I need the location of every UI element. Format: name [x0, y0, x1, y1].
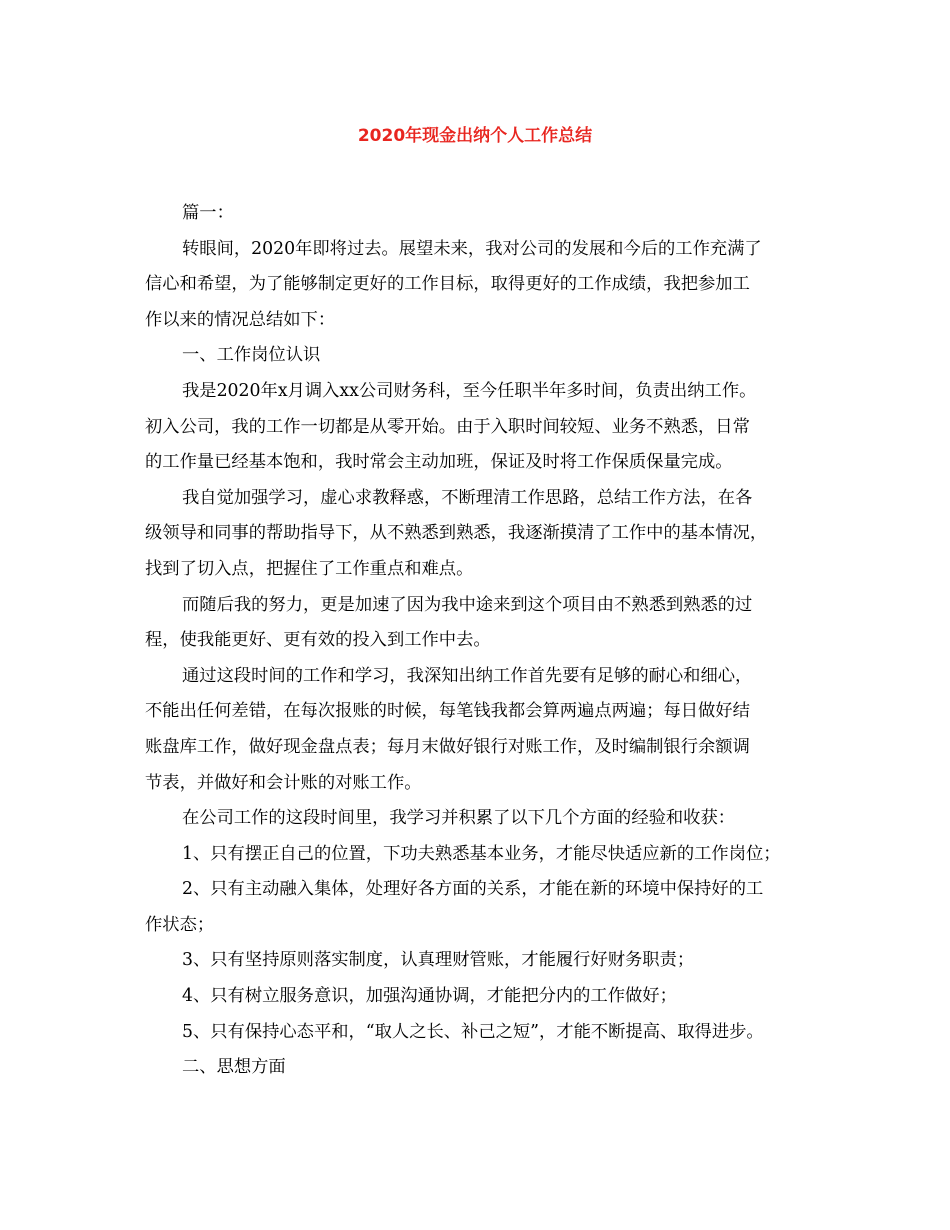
- list-item: 1、只有摆正自己的位置，下功夫熟悉基本业务，才能尽快适应新的工作岗位；: [182, 843, 781, 864]
- paragraph-line: 程，使我能更好、更有效的投入到工作中去。: [145, 630, 491, 651]
- paragraph-line: 不能出任何差错，在每次报账的时候，每笔钱我都会算两遍点两遍；每日做好结: [145, 701, 750, 722]
- list-item: 3、只有坚持原则落实制度，认真理财管账，才能履行好财务职责；: [182, 950, 695, 971]
- list-item: 5、只有保持心态平和，“取人之长、补己之短”，才能不断提高、取得进步。: [182, 1021, 764, 1042]
- paragraph-line: 通过这段时间的工作和学习，我深知出纳工作首先要有足够的耐心和细心，: [182, 665, 753, 686]
- section-heading: 一、工作岗位认识: [182, 345, 321, 366]
- paragraph-line: 账盘库工作，做好现金盘点表；每月末做好银行对账工作，及时编制银行余额调: [145, 736, 750, 757]
- list-item: 4、只有树立服务意识，加强沟通协调，才能把分内的工作做好；: [182, 986, 677, 1007]
- document-body: [145, 196, 813, 1086]
- paragraph-line: 级领导和同事的帮助指导下，从不熟悉到熟悉，我逐渐摸清了工作中的基本情况，: [145, 523, 768, 544]
- paragraph-line: 我自觉加强学习，虚心求教释惑，不断理清工作思路，总结工作方法，在各: [182, 487, 753, 508]
- paragraph-line: 节表，并做好和会计账的对账工作。: [145, 772, 422, 793]
- list-item-continuation: 作状态；: [145, 914, 215, 935]
- paragraph-line: 转眼间，2020年即将过去。展望未来，我对公司的发展和今后的工作充满了: [182, 238, 762, 259]
- paragraph-line: 我是2020年x月调入xx公司财务科，至今任职半年多时间，负责出纳工作。: [182, 380, 757, 401]
- paragraph-line: 作以来的情况总结如下：: [145, 309, 336, 330]
- paragraph-line: 找到了切入点，把握住了工作重点和难点。: [145, 558, 474, 579]
- paragraph-line: 信心和希望，为了能够制定更好的工作目标，取得更好的工作成绩，我把参加工: [145, 274, 750, 295]
- list-item: 2、只有主动融入集体，处理好各方面的关系，才能在新的环境中保持好的工: [182, 879, 764, 900]
- paragraph-line: 的工作量已经基本饱和，我时常会主动加班，保证及时将工作保质保量完成。: [145, 452, 733, 473]
- paragraph-line: 而随后我的努力，更是加速了因为我中途来到这个项目由不熟悉到熟悉的过: [182, 594, 753, 615]
- section-label: 篇一：: [182, 203, 234, 223]
- document-title: 2020年现金出纳个人工作总结: [357, 126, 593, 146]
- paragraph-line: 在公司工作的这段时间里，我学习并积累了以下几个方面的经验和收获：: [182, 808, 736, 829]
- paragraph-line: 初入公司，我的工作一切都是从零开始。由于入职时间较短、业务不熟悉，日常: [145, 416, 750, 437]
- section-heading: 二、思想方面: [182, 1057, 286, 1078]
